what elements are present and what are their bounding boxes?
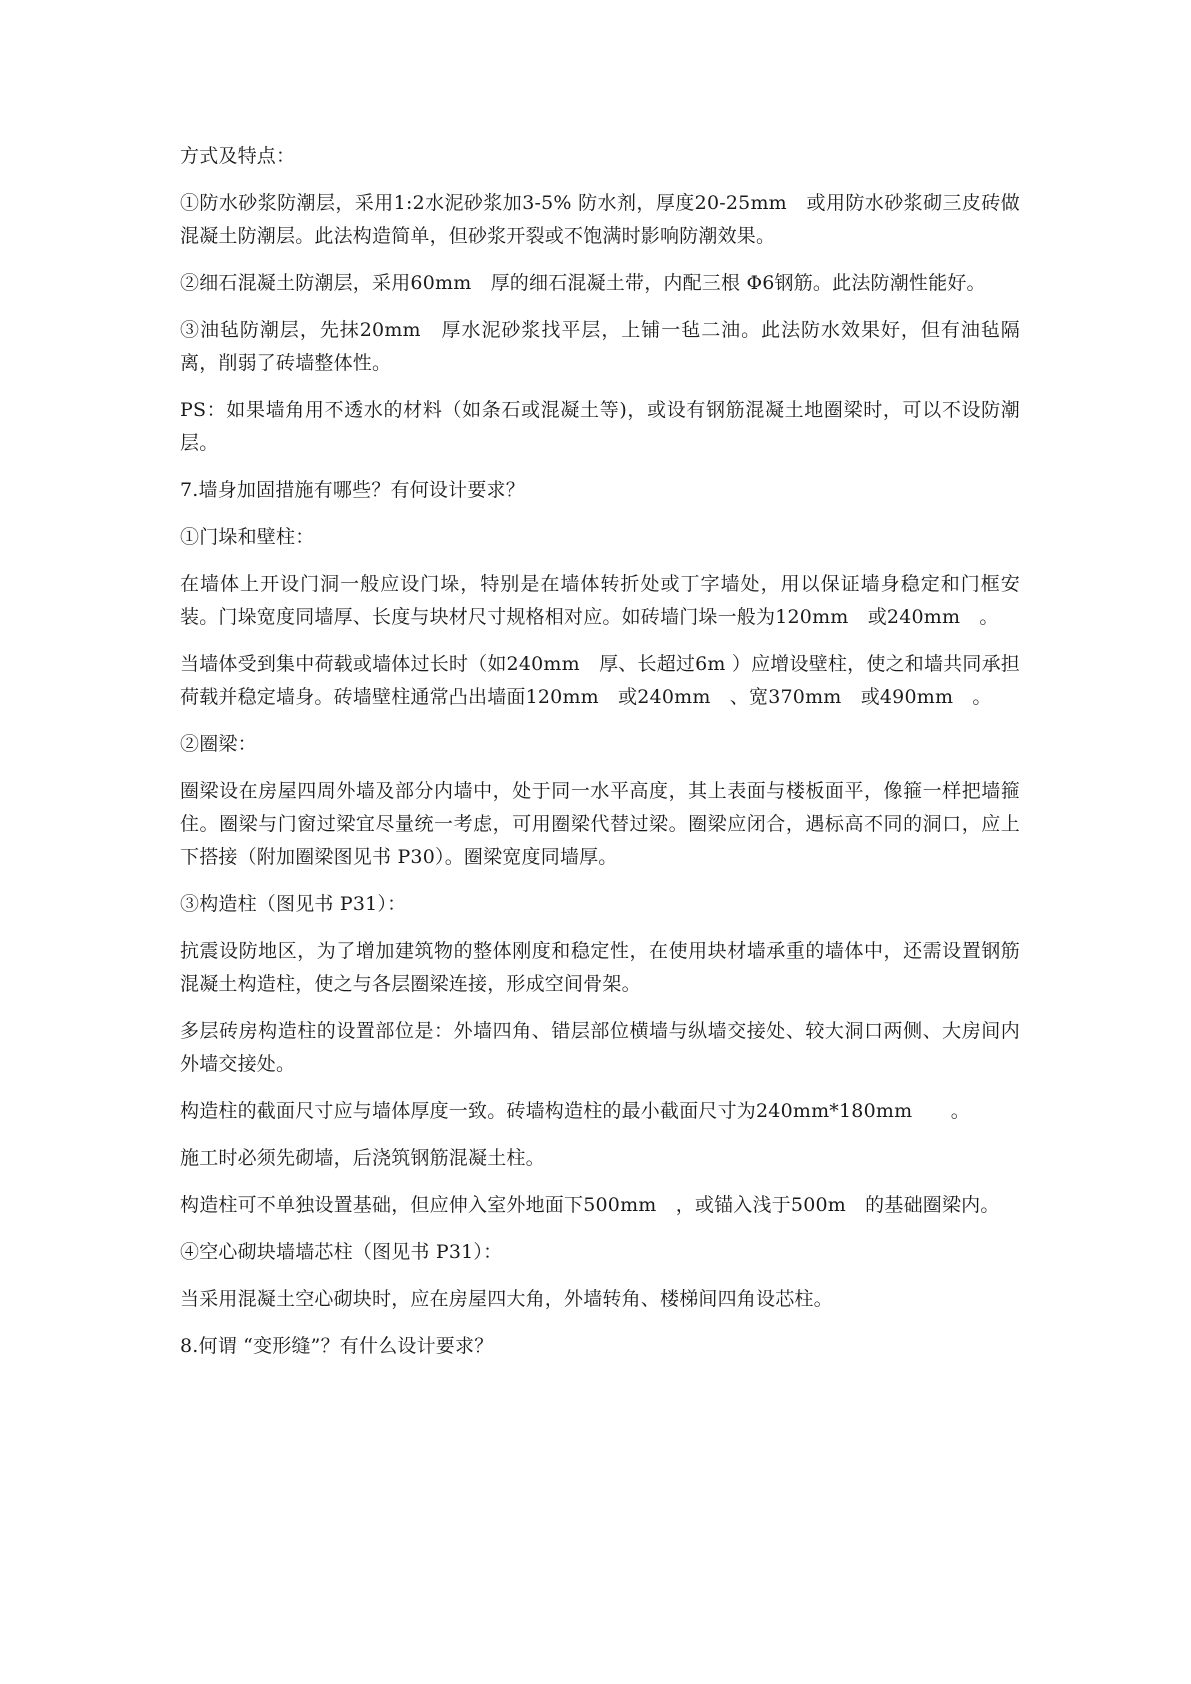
question-7-heading: 7.墙身加固措施有哪些？有何设计要求？ [180,479,525,501]
paragraph-column-foundation: 构造柱可不单独设置基础，但应伸入室外地面下500mm ，或锚入浅于500m 的基础圈梁内。 [180,1194,1000,1216]
question-8-heading: 8.何谓 “变形缝”？有什么设计要求？ [180,1335,494,1357]
paragraph-pilaster: 当墙体受到集中荷载或墙体过长时（如240mm 厚、长超过6m ）应增设壁柱，使之和墙共同承担荷载并稳定墙身。砖墙壁柱通常凸出墙面120mm 或240mm 、宽370mm 或490mm 。 [180,653,1020,708]
subheading-door-pier: ①门垛和壁柱： [180,526,315,548]
subheading-structural-column: ③构造柱（图见书 P31）： [180,893,407,915]
paragraph-column-locations: 多层砖房构造柱的设置部位是：外墙四角、错层部位横墙与纵墙交接处、较大洞口两侧、大房间内外墙交接处。 [180,1020,1020,1075]
paragraph-column-section: 构造柱的截面尺寸应与墙体厚度一致。砖墙构造柱的最小截面尺寸为240mm*180mm 。 [180,1100,970,1122]
paragraph-core-column: 当采用混凝土空心砌块时，应在房屋四大角，外墙转角、楼梯间四角设芯柱。 [180,1288,833,1310]
paragraph-mortar-dpc: ①防水砂浆防潮层，采用1:2水泥砂浆加3-5% 防水剂，厚度20-25mm 或用防水砂浆砌三皮砖做混凝土防潮层。此法构造简单，但砂浆开裂或不饱满时影响防潮效果。 [180,192,1020,247]
paragraph-construction-order: 施工时必须先砌墙，后浇筑钢筋混凝土柱。 [180,1147,545,1169]
paragraph-method-intro: 方式及特点： [180,145,296,167]
paragraph-felt-dpc: ③油毡防潮层，先抹20mm 厚水泥砂浆找平层，上铺一毡二油。此法防水效果好，但有油毡隔离，削弱了砖墙整体性。 [180,319,1020,374]
paragraph-ps-note: PS：如果墙角用不透水的材料（如条石或混凝土等)，或设有钢筋混凝土地圈梁时，可以不设防潮层。 [180,399,1020,454]
paragraph-ring-beam: 圈梁设在房屋四周外墙及部分内墙中，处于同一水平高度，其上表面与楼板面平，像箍一样把墙箍住。圈梁与门窗过梁宜尽量统一考虑，可用圈梁代替过梁。圈梁应闭合，遇标高不同的洞口，应上下搭接（附加圈梁图见书 P30）。圈梁宽度同墙厚。 [180,780,1020,868]
paragraph-concrete-dpc: ②细石混凝土防潮层，采用60mm 厚的细石混凝土带，内配三根 Φ6钢筋。此法防潮性能好。 [180,272,986,294]
paragraph-seismic-column: 抗震设防地区，为了增加建筑物的整体刚度和稳定性，在使用块材墙承重的墙体中，还需设置钢筋混凝土构造柱，使之与各层圈梁连接，形成空间骨架。 [180,940,1020,995]
paragraph-door-pier: 在墙体上开设门洞一般应设门垛，特别是在墙体转折处或丁字墙处，用以保证墙身稳定和门框安装。门垛宽度同墙厚、长度与块材尺寸规格相对应。如砖墙门垛一般为120mm 或240mm 。 [180,573,1020,628]
subheading-core-column: ④空心砌块墙墙芯柱（图见书 P31）： [180,1241,503,1263]
subheading-ring-beam: ②圈梁： [180,733,257,755]
document-body [180,140,1020,1377]
